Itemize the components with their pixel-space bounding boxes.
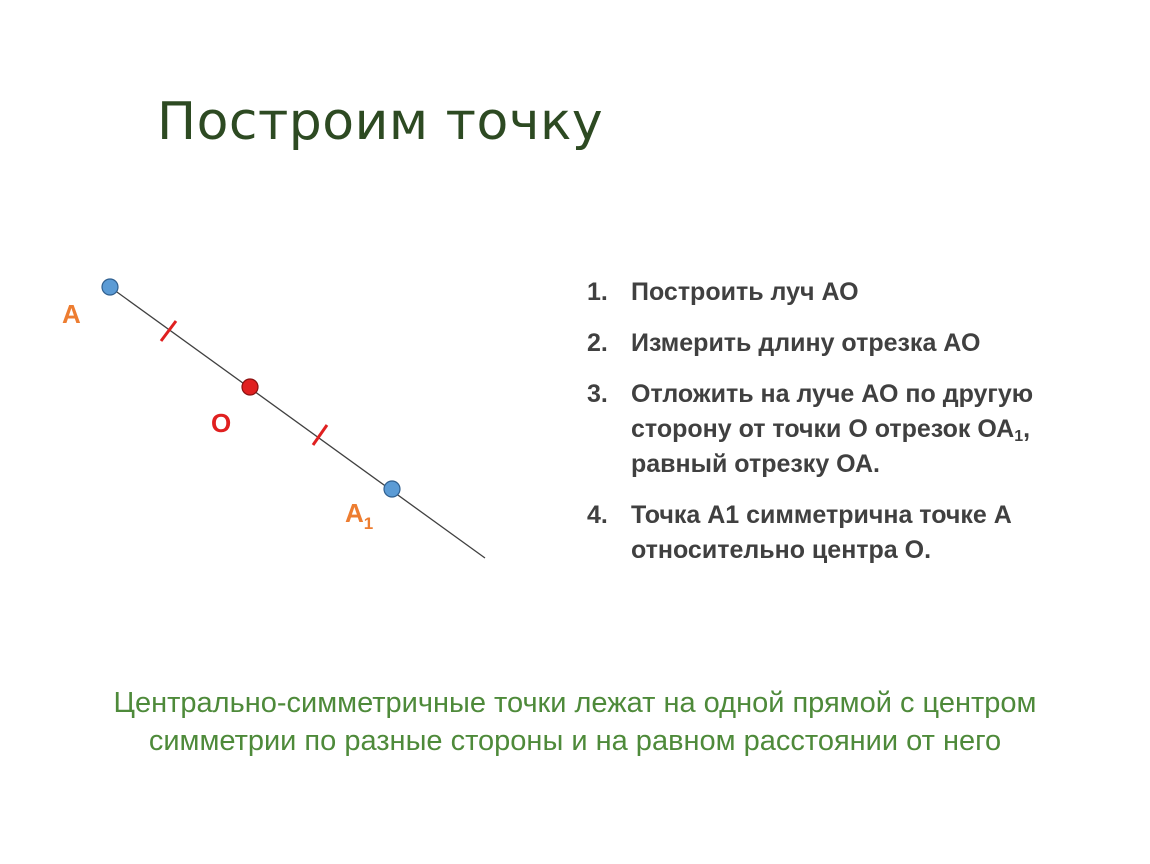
symmetry-diagram bbox=[0, 0, 600, 600]
label-a1 bbox=[345, 498, 373, 533]
point-o bbox=[242, 379, 258, 395]
conclusion-text bbox=[40, 684, 1110, 760]
step-text bbox=[631, 380, 1033, 478]
step-item bbox=[587, 326, 1067, 361]
step-number: 2. bbox=[587, 329, 608, 357]
point-a bbox=[102, 279, 118, 295]
step-text-tail: , равный отрезку ОА. bbox=[631, 415, 1031, 478]
step-text: Построить луч АО bbox=[631, 278, 859, 306]
conclusion-line-2: симметрии по разные стороны и на равном расстоянии от него bbox=[148, 725, 1002, 757]
label-a: А bbox=[62, 299, 81, 329]
step-subscript: 1 bbox=[1014, 428, 1024, 445]
step-text: Точка А1 симметрична точке А относительно центра О. bbox=[631, 501, 1012, 564]
step-item bbox=[587, 498, 1067, 568]
step-number: 4. bbox=[587, 501, 608, 529]
step-text: Измерить длину отрезка АО bbox=[631, 329, 981, 357]
step-text-main: Отложить на луче АО по другую сторону от точки О отрезок ОА bbox=[631, 380, 1034, 443]
step-number: 3. bbox=[587, 380, 608, 408]
point-a1 bbox=[384, 481, 400, 497]
step-item bbox=[587, 377, 1067, 482]
steps-list bbox=[587, 275, 1067, 584]
label-a1-base: А bbox=[345, 498, 364, 528]
ray-line bbox=[110, 287, 485, 558]
slide-title: Построим точку bbox=[157, 92, 604, 152]
step-item bbox=[587, 275, 1067, 310]
label-o: О bbox=[211, 408, 232, 438]
tick-mark-ao bbox=[161, 321, 176, 341]
label-a1-sub: 1 bbox=[363, 514, 374, 533]
conclusion-line-1: Центрально-симметричные точки лежат на одной прямой с центром bbox=[113, 687, 1037, 719]
step-number: 1. bbox=[587, 278, 608, 306]
